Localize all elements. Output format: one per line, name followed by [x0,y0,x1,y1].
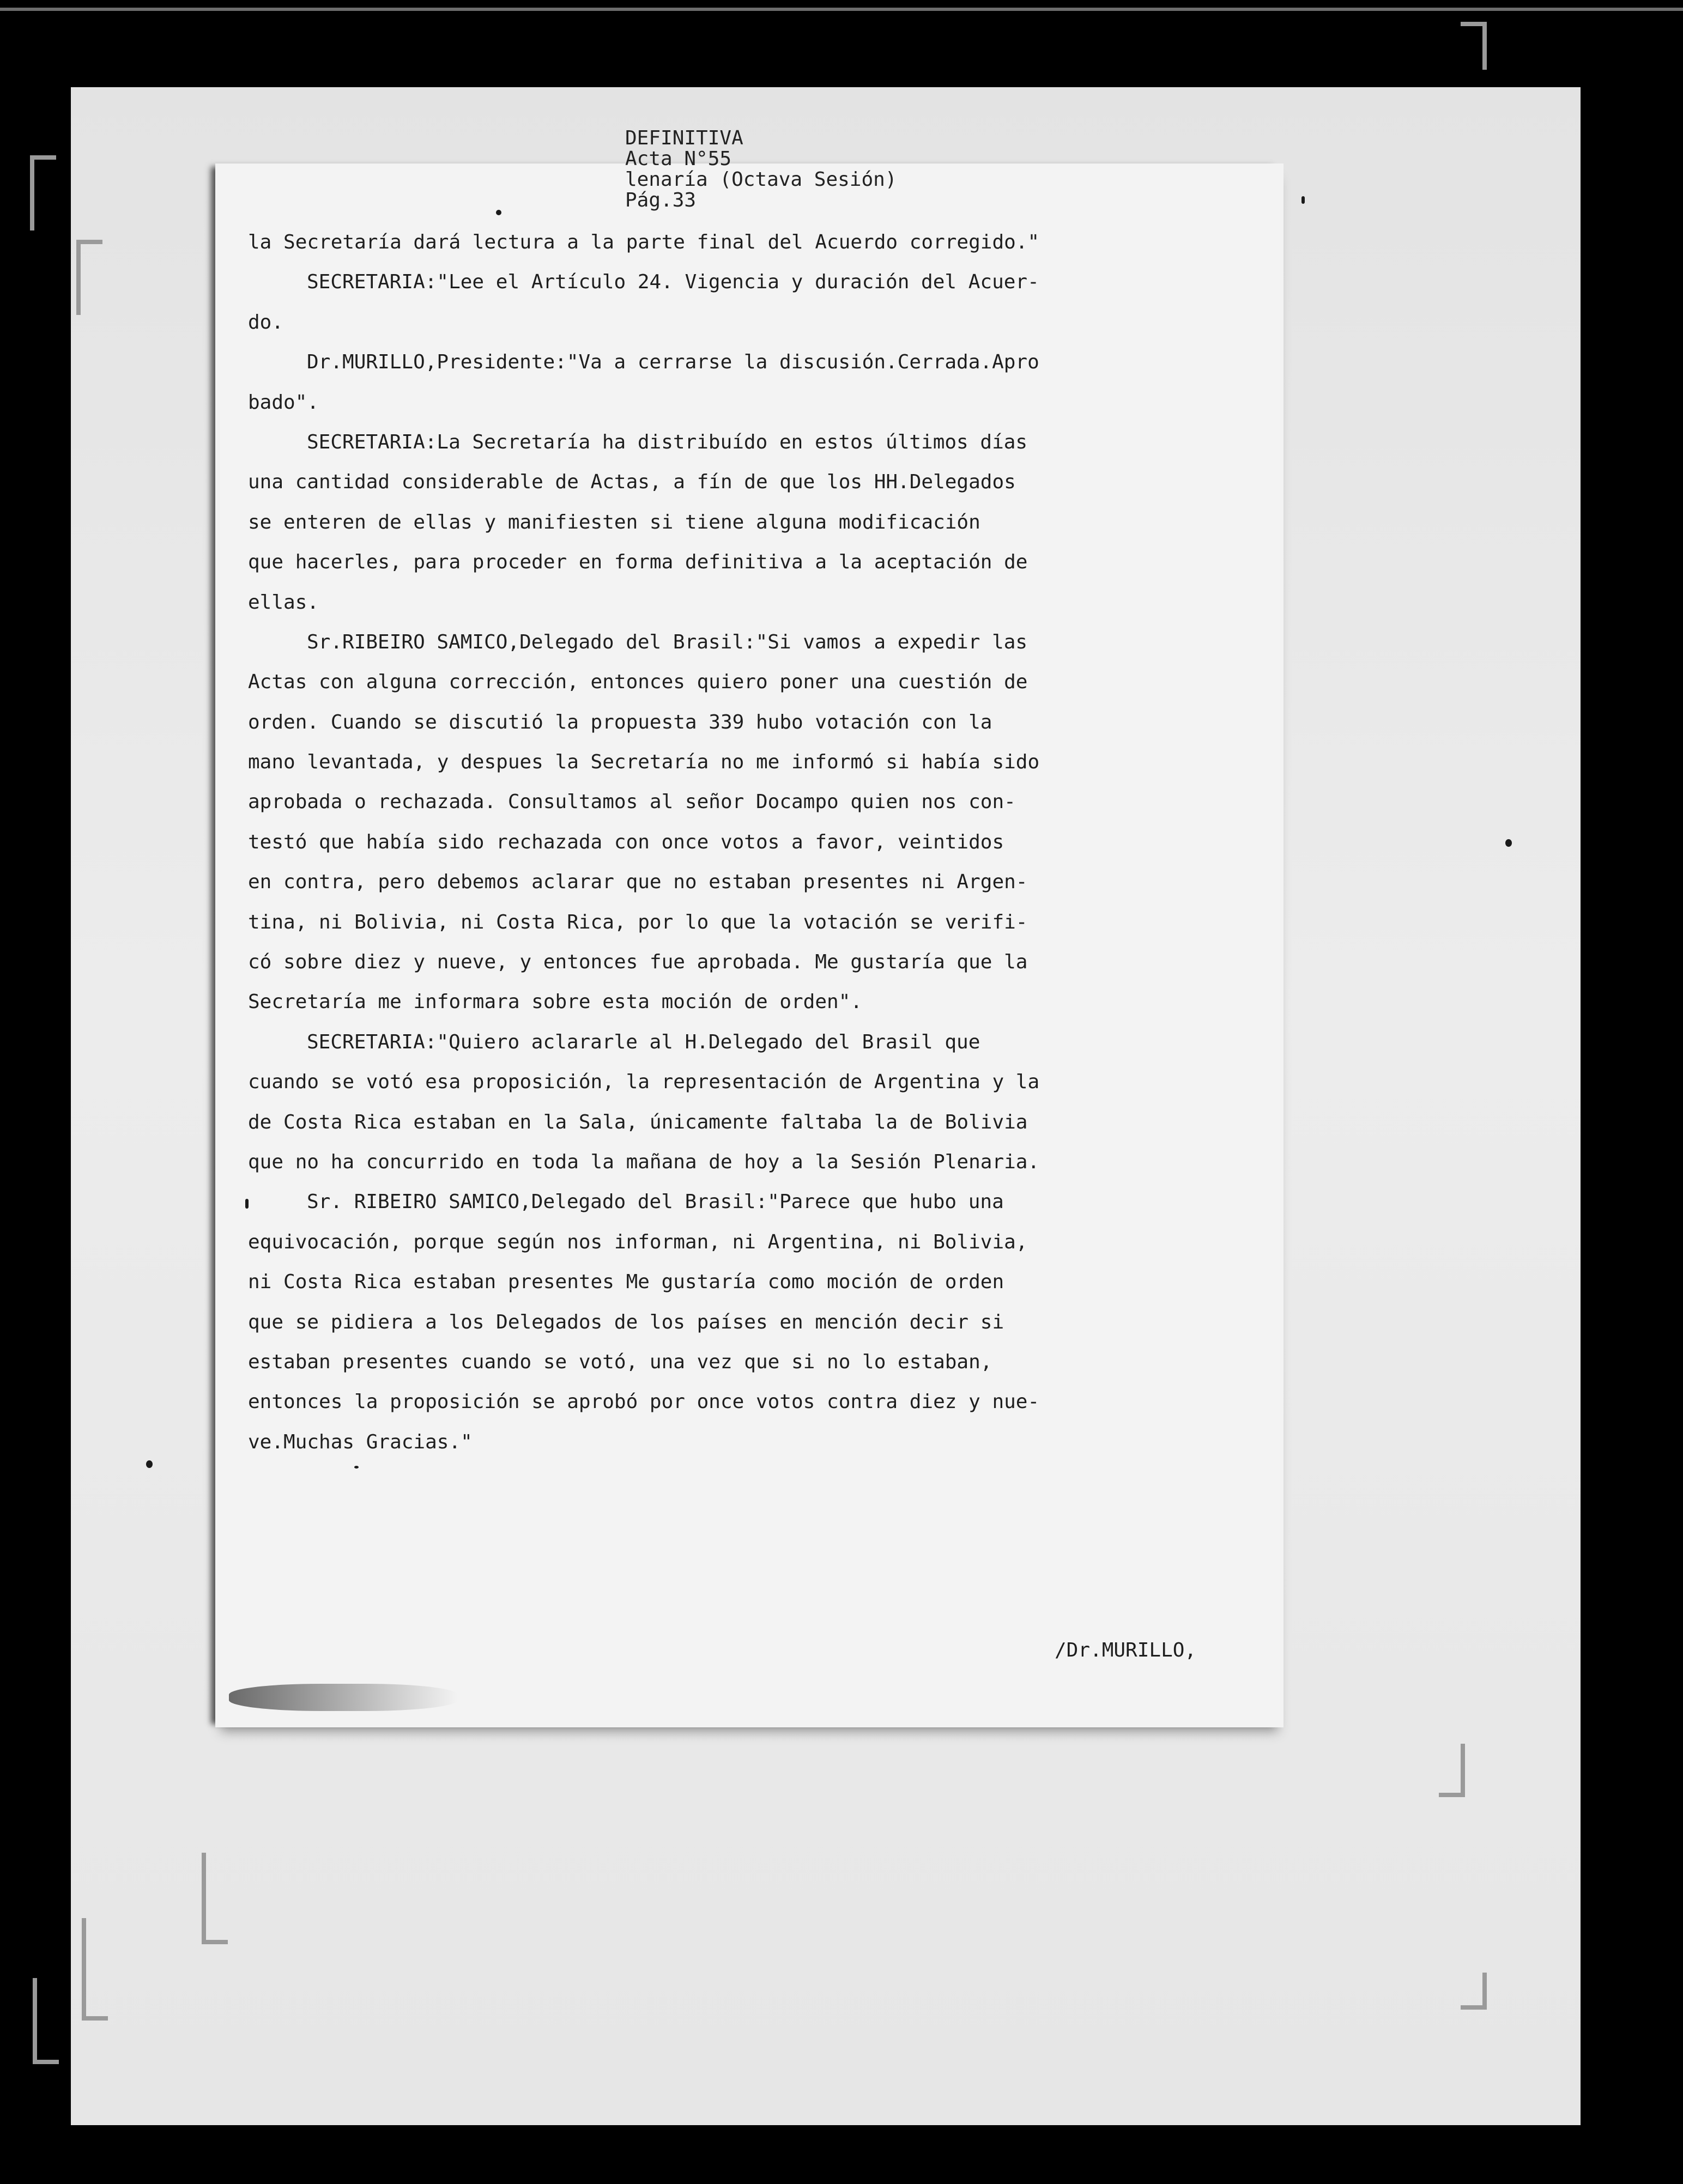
dust-speck [146,1460,153,1468]
crop-mark-bottom-right-outer [1461,1973,1487,2010]
crop-mark-bottom-right [1439,1744,1465,1797]
body-line: Actas con alguna corrección, entonces quiero poner una cuestión de [248,671,1028,694]
body-line: ve.Muchas Gracias." [248,1430,473,1453]
body-line: una cantidad considerable de Actas, a fín de que los HH.Delegados [248,471,1016,494]
body-line: cuando se votó esa proposición, la representación de Argentina y la [248,1071,1040,1094]
body-line: Sr.RIBEIRO SAMICO,Delegado del Brasil:"Si vamos a expedir las [307,630,1028,653]
dust-speck [354,1466,359,1469]
dust-speck [496,210,501,215]
crop-mark-bottom-left [202,1853,228,1944]
body-line: testó que había sido rechazada con once votos a favor, veintidos [248,830,1004,853]
scan-smudge [229,1684,458,1711]
body-line: bado". [248,391,319,414]
body-line: SECRETARIA:La Secretaría ha distribuído en estos últimos días [307,430,1028,453]
body-line: de Costa Rica estaban en la Sala, únicamente faltaba la de Bolivia [248,1111,1028,1133]
crop-mark-top-left-inner [76,240,102,315]
body-line: do. [248,311,284,333]
body-line: SECRETARIA:"Lee el Artículo 24. Vigencia y duración del Acuer- [307,271,1039,294]
header-definitiva: DEFINITIVA [625,127,743,149]
crop-mark-top-left [30,155,56,230]
body-line: ellas. [248,591,319,614]
body-line: estaban presentes cuando se votó, una vez que si no lo estaban, [248,1350,992,1373]
film-edge-line [0,8,1683,11]
crop-mark-bottom-left-outer [82,1918,108,2021]
header-page-number: Pág.33 [625,189,697,211]
header-acta-number: Acta N°55 [625,148,732,170]
body-line: ni Costa Rica estaban presentes Me gustaría como moción de orden [248,1271,1004,1294]
body-line: la Secretaría dará lectura a la parte final del Acuerdo corregido." [248,231,1040,253]
body-line: orden. Cuando se discutió la propuesta 339 hubo votación con la [248,711,992,733]
header-session: lenaría (Octava Sesión) [625,168,897,191]
signature-continuation: /Dr.MURILLO, [1055,1639,1197,1661]
body-line: se enteren de ellas y manifiesten si tiene alguna modificación [248,511,980,533]
body-line: mano levantada, y despues la Secretaría no me informó si había sido [248,751,1040,774]
body-line: que no ha concurrido en toda la mañana de hoy a la Sesión Plenaria. [248,1150,1040,1173]
document-body [248,222,1284,1462]
document-header [625,128,897,211]
body-line: Sr. RIBEIRO SAMICO,Delegado del Brasil:"Parece que hubo una [307,1191,1004,1214]
body-line: Dr.MURILLO,Presidente:"Va a cerrarse la discusión.Cerrada.Apro [307,351,1039,374]
body-line: aprobada o rechazada. Consultamos al señor Docampo quien nos con- [248,791,1016,814]
body-line: en contra, pero debemos aclarar que no estaban presentes ni Argen- [248,871,1028,894]
dust-speck [1505,839,1512,847]
crop-mark-top-right [1461,22,1487,70]
body-line: tina, ni Bolivia, ni Costa Rica, por lo que la votación se verifi- [248,911,1028,933]
crop-mark-bottom-left-far [33,1978,59,2064]
body-line: que hacerles, para proceder en forma definitiva a la aceptación de [248,551,1028,574]
body-line: có sobre diez y nueve, y entonces fue aprobada. Me gustaría que la [248,951,1028,974]
body-line: SECRETARIA:"Quiero aclararle al H.Delegado del Brasil que [307,1030,980,1053]
body-line: entonces la proposición se aprobó por once votos contra diez y nue- [248,1391,1040,1413]
body-line: equivocación, porque según nos informan, ni Argentina, ni Bolivia, [248,1230,1028,1253]
body-line: que se pidiera a los Delegados de los países en mención decir si [248,1311,1004,1333]
dust-speck [1301,196,1305,204]
body-line: Secretaría me informara sobre esta moción de orden". [248,991,863,1014]
